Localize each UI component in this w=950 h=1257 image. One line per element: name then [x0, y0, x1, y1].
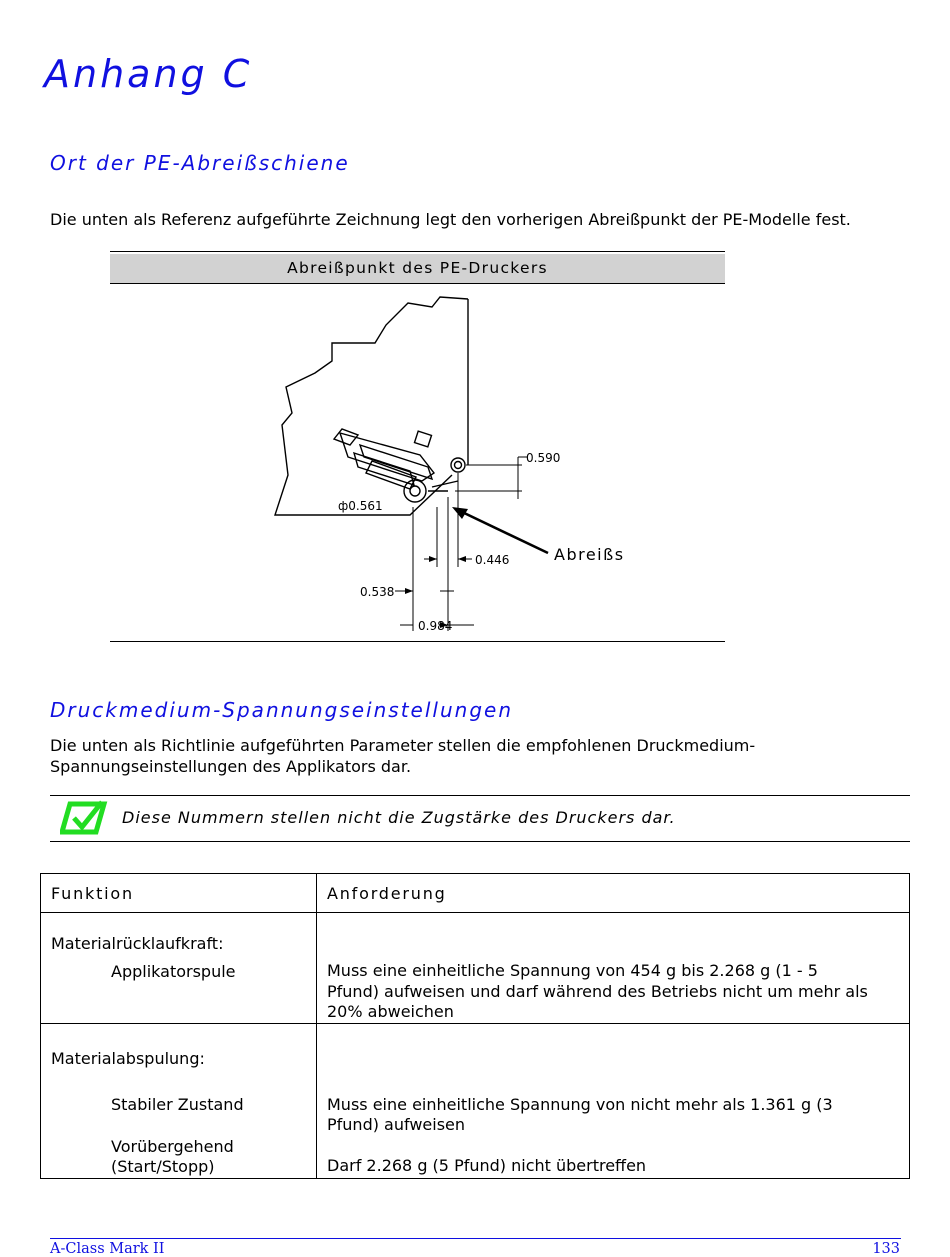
- dim-984-label: 0.984: [418, 619, 453, 633]
- roller-inner: [410, 486, 420, 496]
- checkmark-icon: [60, 800, 108, 836]
- dim-590-label: 0.590: [526, 451, 561, 465]
- figure-caption: Abreißpunkt des PE-Druckers: [110, 254, 725, 283]
- callout-arrow-line: [460, 511, 548, 553]
- section-title-media-tension: Druckmedium-Spannungseinstellungen: [50, 698, 513, 722]
- section2-intro-line2: Spannungseinstellungen des Applikators dar.: [50, 757, 412, 776]
- note-bottom-rule: [50, 841, 910, 842]
- header-cell-function: Funktion: [41, 874, 317, 913]
- applicator-mechanism: [334, 429, 434, 489]
- row1-item: Applikatorspule: [111, 961, 236, 981]
- dim-446-label: 0.446: [475, 553, 510, 567]
- tear-pin-outer: [451, 458, 465, 472]
- table-row: [41, 913, 910, 1024]
- row2-group: Materialabspulung:: [51, 1048, 205, 1068]
- note-top-rule: [50, 795, 910, 796]
- section-title-pe-tear-bar: Ort der PE-Abreißschiene: [50, 151, 350, 175]
- figure-bottom-rule: [110, 641, 725, 642]
- dim-561-label: ф0.561: [338, 499, 383, 513]
- header-cell-requirement: Anforderung: [317, 874, 910, 913]
- figure-caption-rule: [110, 283, 725, 284]
- note-text: Diese Nummern stellen nicht die Zugstärke des Druckers dar.: [122, 808, 676, 827]
- tear-off-point-drawing: [110, 285, 725, 641]
- section2-intro-line1: Die unten als Richtlinie aufgeführten Parameter stellen die empfohlenen Druckmedium-: [50, 736, 756, 755]
- row2-item1-requirement: Muss eine einheitliche Spannung von nicht mehr als 1.361 g (3 Pfund) aufweisen: [327, 1094, 833, 1134]
- figure-top-rule: [110, 251, 725, 252]
- callout-label: Abreißs: [554, 545, 625, 564]
- footer-page-number: 133: [872, 1241, 900, 1257]
- section2-intro: [50, 735, 755, 777]
- chapter-title: Anhang C: [44, 52, 253, 96]
- dim-538-label: 0.538: [360, 585, 395, 599]
- section1-intro: Die unten als Referenz aufgeführte Zeichnung legt den vorherigen Abreißpunkt der PE-Modelle fest.: [50, 210, 851, 229]
- row2-item1: Stabiler Zustand: [111, 1095, 244, 1114]
- tear-pin-inner: [455, 462, 462, 469]
- table-row: [41, 1023, 910, 1178]
- printer-body-outline: [275, 297, 468, 515]
- row1-group: Materialrücklaufkraft:: [51, 934, 224, 953]
- row2-item2-requirement: Darf 2.268 g (5 Pfund) nicht übertreffen: [327, 1155, 647, 1175]
- row2-item2: Vorübergehend (Start/Stopp): [111, 1136, 234, 1176]
- table-header-row: [41, 874, 910, 913]
- footer-rule: [50, 1238, 901, 1239]
- tension-table: [40, 873, 910, 1179]
- roller-outer: [404, 480, 426, 502]
- footer-product-name: A-Class Mark II: [50, 1241, 165, 1257]
- row1-requirement: Muss eine einheitliche Spannung von 454 g bis 2.268 g (1 - 5 Pfund) aufweisen und darf während des Betriebs nicht um mehr als 20% abweichen: [327, 961, 868, 1021]
